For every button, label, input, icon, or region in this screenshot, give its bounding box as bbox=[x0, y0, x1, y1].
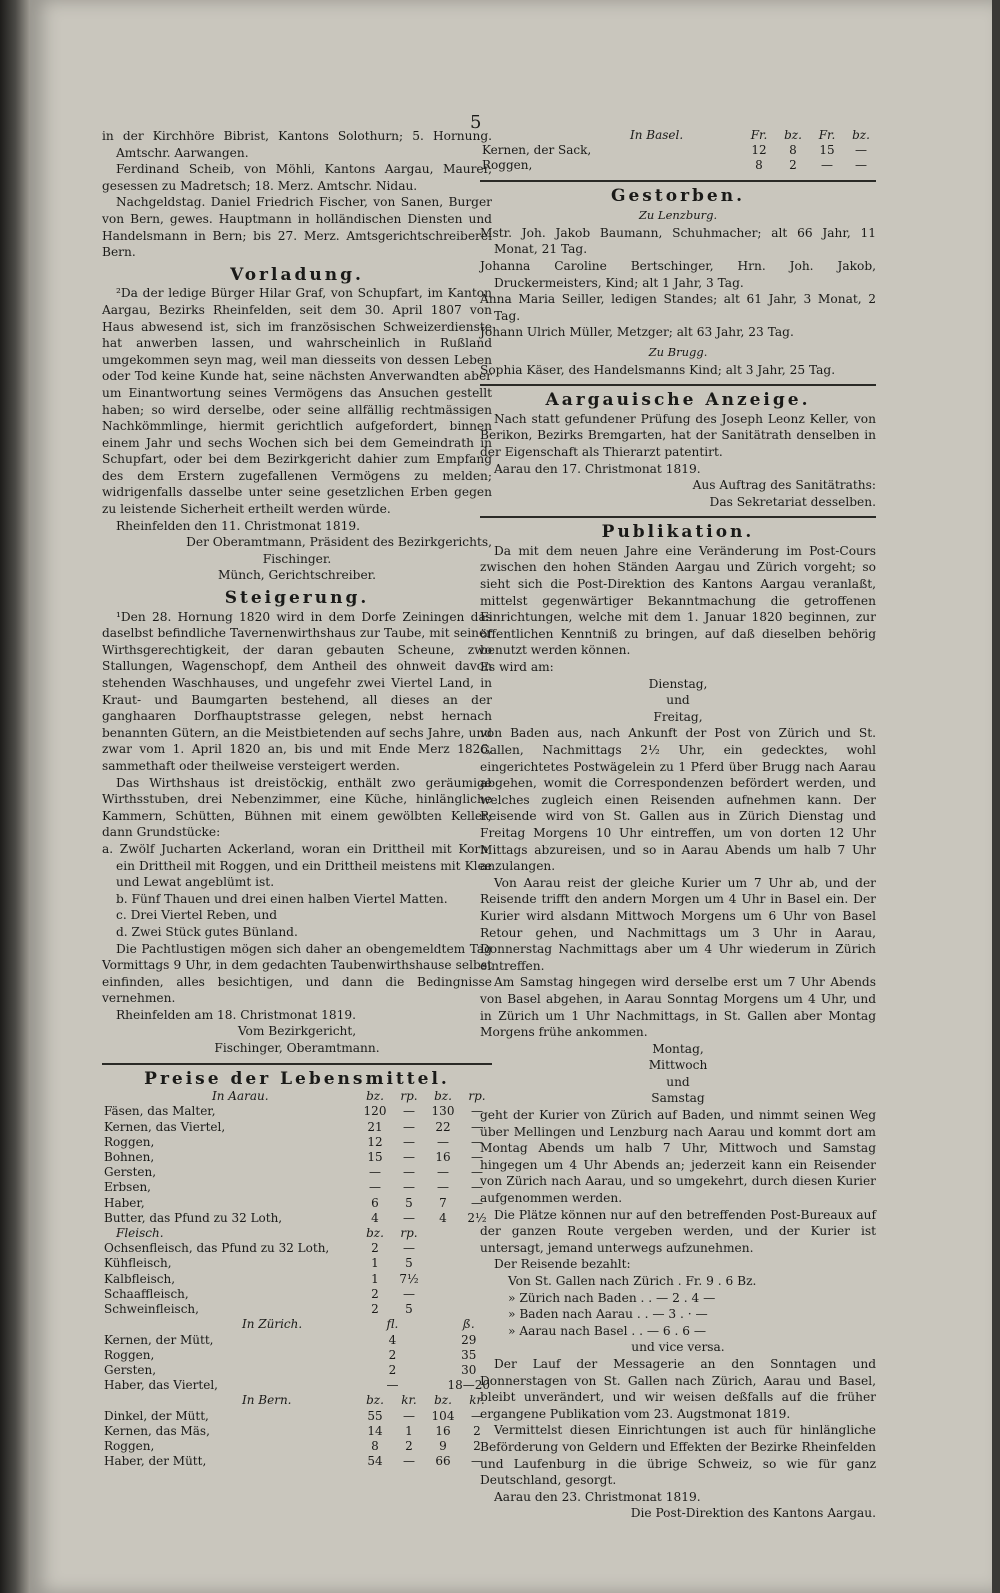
fare-route: » Aarau nach Basel . . — 6 . 6 — bbox=[508, 1323, 707, 1338]
table-row bbox=[480, 158, 876, 173]
table-row bbox=[102, 1302, 492, 1317]
price-table-fleisch bbox=[102, 1226, 492, 1317]
fare-route: » Baden nach Aarau . . — 3 . · — bbox=[508, 1307, 708, 1322]
table-cell-value: — bbox=[403, 1210, 415, 1225]
table-cell-value: — bbox=[403, 1241, 415, 1256]
steigerung-signature: Fischinger, Oberamtmann. bbox=[214, 1041, 380, 1056]
steigerung-item: b. Fünf Thauen und drei einen halben Viertel Matten. bbox=[116, 891, 448, 906]
table-cell-label: Roggen, bbox=[482, 158, 533, 173]
table-cell-value: — bbox=[403, 1286, 415, 1301]
table-cell-label: Erbsen, bbox=[104, 1180, 151, 1195]
steigerung-paragraph: ¹Den 28. Hornung 1820 wird in dem Dorfe Zeiningen das daselbst befindliche Tavernenwirthshaus zur Taube, mit seiner Wirthsgerechtigkeit, der daran gebauten Scheune, zwo Stallungen, Wagenschopf, dem Antheil des ohnweit davon stehenden Waschhauses, und ungefehr zwei Viertel Land, in Kraut- und Baumgarten bestehend, all dieses an der ganghaaren Dorfhauptstrasse gelegen, nebst hernach benannten Gütern, an die Meistbietenden auf sechs Jahre, und zwar vom 1. April 1820 an, bis und mit Ende Merz 1826, sammethaft oder theilweise versteigert werden. bbox=[102, 609, 492, 773]
table-row bbox=[102, 1363, 492, 1378]
table-cell-value: 2 bbox=[371, 1286, 379, 1301]
table-cell-label: Kernen, das Viertel, bbox=[104, 1119, 226, 1134]
table-cell-value: 35 bbox=[461, 1347, 477, 1362]
vorladung-body: ²Da der ledige Bürger Hilar Graf, von Schupfart, im Kanton Aargau, Bezirks Rheinfelden, seit dem 30. April 1807 von Haus abwesend ist, sich im französischen Schweizerdienste hat anwerben lassen, und wahrscheinlich in Rußland umgekommen seyn mag, weil man diesseits von dessen Leben oder Tod keine Kunde hat, seine nächsten Anverwandten aber um Einantwortung seines Vermögens das Ansuchen gestellt haben; so wird derselbe, oder seine allfällig rechtmässigen Nachkömmlinge, hiermit gerichtlich aufgefordert, binnen einem Jahr und sechs Wochen sich bei dem Gemeindrath in Schupfart, oder bei dem Bezirkgericht dahier zum Empfang des dem Erstern zugefallenen Vermögens zu melden; widrigenfalls dasselbe unter seine gesetzlichen Erben gegen zu leistende Sicherheit ertheilt werden würde. bbox=[102, 286, 492, 517]
weekday: Freitag, bbox=[653, 709, 703, 724]
publikation-date: Aarau den 23. Christmonat 1819. bbox=[494, 1489, 701, 1504]
table-cell-value: — bbox=[471, 1104, 483, 1119]
table-cell-value: — bbox=[471, 1119, 483, 1134]
place-heading: Zu Brugg. bbox=[648, 344, 708, 359]
table-cell-label: Gersten, bbox=[104, 1165, 157, 1180]
table-cell-value: — bbox=[471, 1134, 483, 1149]
table-header: In Zürich. fl. ß. bbox=[242, 1317, 475, 1332]
publikation-line: Es wird am: bbox=[480, 660, 554, 675]
table-cell-label: Schaaffleisch, bbox=[104, 1286, 189, 1301]
table-cell-value: — bbox=[855, 158, 867, 173]
table-cell-label: Dinkel, der Mütt, bbox=[104, 1408, 209, 1423]
publikation-paragraph: Der Lauf der Messagerie an den Sonntagen und Donnerstagen von St. Gallen nach Zürich, Aarau und Basel, bleibt unverändert, und wir weisen deßfalls auf die früher ergangene Publikation vom 23. Augstmonat 1819. bbox=[480, 1356, 876, 1421]
table-cell-label: Gersten, bbox=[104, 1362, 157, 1377]
publikation-line: Der Reisende bezahlt: bbox=[494, 1257, 631, 1272]
table-cell-value: — bbox=[369, 1165, 381, 1180]
table-cell-value: — bbox=[437, 1165, 449, 1180]
table-cell-value: 55 bbox=[367, 1408, 383, 1423]
table-row bbox=[480, 143, 876, 158]
section-rule bbox=[102, 1063, 492, 1065]
table-cell-value: 7 bbox=[439, 1195, 447, 1210]
table-cell-label: Schweinfleisch, bbox=[104, 1302, 199, 1317]
table-cell-value: 22 bbox=[435, 1119, 451, 1134]
table-row bbox=[102, 1454, 492, 1469]
weekday: Dienstag, bbox=[648, 676, 708, 691]
publikation-paragraph: Am Samstag hingegen wird derselbe erst um 7 Uhr Abends von Basel abgehen, in Aarau Sonntag Morgens um 4 Uhr, und in Zürich um 1 Uhr Nachmittags, in St. Gallen aber Montag Morgens frühe ankommen. bbox=[480, 975, 876, 1040]
preise-heading: Preise der Lebensmittel. bbox=[144, 1068, 450, 1089]
table-cell-value: — bbox=[403, 1408, 415, 1423]
table-cell-label: Fäsen, das Malter, bbox=[104, 1104, 216, 1119]
book-gutter bbox=[0, 0, 34, 1593]
anzeige-heading: Aargauische Anzeige. bbox=[545, 390, 811, 411]
steigerung-item: c. Drei Viertel Reben, und bbox=[116, 908, 278, 923]
table-cell-value: 30 bbox=[461, 1362, 477, 1377]
table-cell-value: 16 bbox=[435, 1423, 451, 1438]
table-cell-value: 66 bbox=[435, 1454, 451, 1469]
table-cell-value: 16 bbox=[435, 1150, 451, 1165]
section-rule bbox=[480, 516, 876, 518]
table-cell-value: 4 bbox=[439, 1210, 447, 1225]
table-cell-value: 104 bbox=[431, 1408, 455, 1423]
death-entry: Johanna Caroline Bertschinger, Hrn. Joh. Jakob, Druckermeisters, Kind; alt 1 Jahr, 3 Tag. bbox=[480, 258, 876, 290]
table-cell-value: 15 bbox=[819, 143, 835, 158]
table-cell-label: Haber, das Viertel, bbox=[104, 1378, 218, 1393]
table-row bbox=[102, 1409, 492, 1424]
table-cell-value: 15 bbox=[367, 1150, 383, 1165]
table-cell-value: 14 bbox=[367, 1423, 383, 1438]
table-row bbox=[102, 1211, 492, 1226]
publikation-paragraph: Da mit dem neuen Jahre eine Veränderung im Post-Cours zwischen den hohen Ständen Aargau und Zürich vorgeht; so sieht sich die Post-Direktion des Kantons Aargau veranlaßt, mittelst gegenwärtiger Bekanntmachung die getroffenen Einrichtungen, welche mit dem 1. Januar 1820 beginnen, zur öffentlichen Kenntniß zu bringen, auf daß dieselben behörig benutzt werden können. bbox=[480, 543, 876, 658]
table-cell-value: 2 bbox=[473, 1438, 481, 1453]
table-cell-value: 4 bbox=[371, 1210, 379, 1225]
table-row bbox=[102, 1196, 492, 1211]
table-cell-value: 8 bbox=[371, 1438, 379, 1453]
fare-route: Von St. Gallen nach Zürich . Fr. 9 . 6 Bz. bbox=[508, 1274, 757, 1289]
table-cell-value: — bbox=[403, 1150, 415, 1165]
table-cell-label: Kernen, der Mütt, bbox=[104, 1332, 214, 1347]
death-entry: Mstr. Joh. Jakob Baumann, Schuhmacher; alt 66 Jahr, 11 Monat, 21 Tag. bbox=[480, 225, 876, 257]
right-column bbox=[480, 128, 876, 1522]
table-cell-value: 2 bbox=[405, 1438, 413, 1453]
table-cell-value: 12 bbox=[751, 143, 767, 158]
table-cell-value: — bbox=[471, 1195, 483, 1210]
publikation-paragraph: von Baden aus, nach Ankunft der Post von Zürich und St. Gallen, Nachmittags 2½ Uhr, ein gedecktes, wohl eingerichtetes Postwägelein zu 1 Pferd über Brugg nach Aarau abgehen, womit die Correspondenzen befördert werden, und welches zugleich einen Reisenden aufnehmen kann. Der Reisende wird von St. Gallen aus in Zürich Dienstag und Freitag Morgens 10 Uhr eintreffen, um von dorten 12 Uhr Mittags abzureisen, und so in Aarau Abends um halb 7 Uhr anzulangen. bbox=[480, 726, 876, 874]
publikation-paragraph: Von Aarau reist der gleiche Kurier um 7 Uhr ab, und der Reisende trifft den andern Morgen um 4 Uhr in Basel ein. Der Kurier wird alsdann Mittwoch Morgens um 6 Uhr von Basel Retour gehen, und Nachmittags um 3 Uhr in Aarau, Donnerstag Nachmittags aber um 4 Uhr wiederum in Zürich eintreffen. bbox=[480, 875, 876, 973]
table-cell-value: 8 bbox=[789, 143, 797, 158]
notice-entry: Nachgeldstag. Daniel Friedrich Fischer, von Sanen, Burger von Bern, gewes. Hauptmann in holländischen Diensten und Handelsmann in Bern; bis 27. Merz. Amtsgerichtschreiberei Bern. bbox=[102, 195, 492, 260]
table-cell-value: — bbox=[471, 1150, 483, 1165]
table-cell-value: — bbox=[855, 143, 867, 158]
page-number: 5 bbox=[470, 112, 482, 133]
table-row bbox=[102, 1241, 492, 1256]
table-row bbox=[102, 1439, 492, 1454]
table-cell-value: 29 bbox=[461, 1332, 477, 1347]
price-table-aarau bbox=[102, 1089, 492, 1226]
table-cell-value: — bbox=[821, 158, 833, 173]
table-header: Fleisch. bz. rp. bbox=[116, 1226, 418, 1241]
anzeige-body: Nach statt gefundener Prüfung des Joseph Leonz Keller, von Berikon, Bezirks Bremgarten, hat der Sanitätrath denselben in der Eigenschaft als Thierarzt patentirt. bbox=[480, 411, 876, 459]
steigerung-item: a. Zwölf Jucharten Ackerland, woran ein Drittheil mit Korn, ein Drittheil mit Roggen, und ein Drittheil meistens mit Klee und Lewat angeblümt ist. bbox=[102, 841, 492, 890]
table-cell-value: 5 bbox=[405, 1256, 413, 1271]
fare-route: » Zürich nach Baden . . — 2 . 4 — bbox=[508, 1290, 716, 1305]
table-cell-label: Roggen, bbox=[104, 1438, 155, 1453]
table-cell-value: — bbox=[403, 1180, 415, 1195]
table-cell-value: — bbox=[403, 1119, 415, 1134]
vorladung-signature: Der Oberamtmann, Präsident des Bezirkgerichts, bbox=[186, 535, 492, 550]
section-rule bbox=[480, 180, 876, 182]
vorladung-signature: Münch, Gerichtschreiber. bbox=[217, 568, 377, 583]
price-table-bern bbox=[102, 1393, 492, 1469]
price-table-basel bbox=[480, 128, 876, 174]
death-entry: Anna Maria Seiller, ledigen Standes; alt 61 Jahr, 3 Monat, 2 Tag. bbox=[480, 292, 876, 323]
table-cell-label: Roggen, bbox=[104, 1347, 155, 1362]
table-row bbox=[102, 1120, 492, 1135]
notice-entry: Ferdinand Scheib, von Möhli, Kantons Aargau, Maurer, gesessen zu Madretsch; 18. Merz. Amtschr. Nidau. bbox=[102, 162, 492, 193]
table-cell-value: 120 bbox=[363, 1104, 387, 1119]
death-entry: Sophia Käser, des Handelsmanns Kind; alt 3 Jahr, 25 Tag. bbox=[480, 362, 836, 377]
vorladung-signature: Fischinger. bbox=[262, 551, 332, 566]
anzeige-signature: Das Sekretariat desselben. bbox=[709, 494, 876, 509]
table-cell-value: 2 bbox=[473, 1423, 481, 1438]
table-cell-label: Roggen, bbox=[104, 1134, 155, 1149]
table-cell-value: — bbox=[403, 1134, 415, 1149]
table-header: In Aarau. bz. rp. bz. rp. bbox=[212, 1089, 486, 1104]
table-cell-label: Kühfleisch, bbox=[104, 1256, 172, 1271]
publikation-heading: Publikation. bbox=[601, 522, 755, 543]
table-cell-value: — bbox=[403, 1165, 415, 1180]
table-cell-label: Haber, bbox=[104, 1195, 145, 1210]
table-row bbox=[102, 1348, 492, 1363]
table-row bbox=[102, 1165, 492, 1180]
notice-entry: in der Kirchhöre Bibrist, Kantons Solothurn; 5. Hornung. Amtschr. Aarwangen. bbox=[102, 129, 492, 160]
weekday: Montag, bbox=[652, 1041, 704, 1056]
table-row bbox=[102, 1272, 492, 1287]
steigerung-paragraph: Die Pachtlustigen mögen sich daher an obengemeldtem Tag Vormittags 9 Uhr, in dem gedachten Taubenwirthshause selbst einfinden, alles besichtigen, und dann die Bedingnisse vernehmen. bbox=[102, 941, 492, 1006]
table-cell-value: 2 bbox=[789, 158, 797, 173]
table-cell-value: 5 bbox=[405, 1195, 413, 1210]
table-cell-value: 21 bbox=[367, 1119, 383, 1134]
table-row bbox=[102, 1378, 492, 1393]
table-cell-label: Kernen, der Sack, bbox=[482, 143, 592, 158]
table-cell-value: 1 bbox=[371, 1271, 379, 1286]
table-cell-value: 2 bbox=[371, 1302, 379, 1317]
weekday: Mittwoch bbox=[648, 1058, 708, 1073]
table-cell-value: 12 bbox=[367, 1134, 383, 1149]
steigerung-heading: Steigerung. bbox=[224, 588, 370, 609]
death-entry: Johann Ulrich Müller, Metzger; alt 63 Jahr, 23 Tag. bbox=[480, 325, 794, 340]
table-row bbox=[102, 1256, 492, 1271]
table-cell-value: 7½ bbox=[399, 1271, 419, 1286]
gestorben-heading: Gestorben. bbox=[610, 185, 746, 206]
table-cell-value: 8 bbox=[755, 158, 763, 173]
table-cell-value: 1 bbox=[371, 1256, 379, 1271]
conjunction: und bbox=[666, 693, 690, 708]
table-cell-value: 9 bbox=[439, 1438, 447, 1453]
newspaper-page bbox=[30, 0, 992, 1593]
table-cell-value: — bbox=[471, 1408, 483, 1423]
table-cell-label: Haber, der Mütt, bbox=[104, 1454, 207, 1469]
table-cell-value: — bbox=[369, 1180, 381, 1195]
conjunction: und bbox=[666, 1074, 690, 1089]
table-cell-value: — bbox=[437, 1180, 449, 1195]
section-rule bbox=[480, 384, 876, 386]
table-cell-value: 1 bbox=[405, 1423, 413, 1438]
table-cell-label: Bohnen, bbox=[104, 1150, 155, 1165]
steigerung-paragraph: Das Wirthshaus ist dreistöckig, enthält zwo geräumige Wirthsstuben, drei Nebenzimmer, eine Küche, hinlängliche Kammern, Schütten, Bühnen mit einem gewölbten Keller; dann Grundstücke: bbox=[102, 775, 492, 840]
vorladung-heading: Vorladung. bbox=[230, 264, 364, 285]
table-cell-value: — bbox=[403, 1454, 415, 1469]
left-column bbox=[102, 128, 492, 1469]
table-cell-value: 2½ bbox=[467, 1210, 487, 1225]
table-cell-value: 6 bbox=[371, 1195, 379, 1210]
anzeige-date: Aarau den 17. Christmonat 1819. bbox=[494, 461, 701, 476]
table-cell-value: — bbox=[471, 1180, 483, 1195]
table-cell-value: — bbox=[471, 1454, 483, 1469]
table-cell-value: 2 bbox=[388, 1347, 397, 1362]
table-cell-value: 2 bbox=[371, 1241, 379, 1256]
steigerung-item: d. Zwei Stück gutes Bünland. bbox=[116, 924, 298, 939]
table-row bbox=[102, 1180, 492, 1195]
anzeige-signature: Aus Auftrag des Sanitätraths: bbox=[692, 478, 876, 493]
table-row bbox=[102, 1150, 492, 1165]
table-cell-label: Kernen, das Mäs, bbox=[104, 1423, 210, 1438]
table-cell-value: 54 bbox=[367, 1454, 383, 1469]
table-cell-value: 18—20 bbox=[447, 1378, 490, 1393]
table-cell-label: Butter, das Pfund zu 32 Loth, bbox=[104, 1210, 283, 1225]
table-cell-value: — bbox=[471, 1165, 483, 1180]
publikation-paragraph: Die Plätze können nur auf den betreffenden Post-Bureaux auf der ganzen Route vergeben werden, und der Kurier ist untersagt, jemand unterwegs aufzunehmen. bbox=[480, 1207, 876, 1255]
price-table-zuerich bbox=[102, 1317, 492, 1393]
publikation-signature: Die Post-Direktion des Kantons Aargau. bbox=[630, 1506, 876, 1521]
table-row bbox=[102, 1287, 492, 1302]
publikation-line: und vice versa. bbox=[631, 1340, 725, 1355]
table-row bbox=[102, 1424, 492, 1439]
table-cell-value: 5 bbox=[405, 1302, 413, 1317]
table-cell-value: 4 bbox=[388, 1332, 397, 1347]
table-row bbox=[102, 1333, 492, 1348]
table-cell-label: Kalbfleisch, bbox=[104, 1271, 176, 1286]
place-heading: Zu Lenzburg. bbox=[638, 208, 718, 223]
table-cell-value: — bbox=[437, 1134, 449, 1149]
weekday: Samstag bbox=[651, 1091, 705, 1106]
publikation-paragraph: geht der Kurier von Zürich auf Baden, und nimmt seinen Weg über Mellingen und Lenzburg nach Aarau und kommt dort am Montag Abends um halb 7 Uhr, Mittwoch und Samstag hingegen um 4 Uhr Abends an; jederzeit kann ein Reisender von Zürich nach Aarau, und so umgekehrt, durch diesen Kurier aufgenommen werden. bbox=[480, 1108, 876, 1206]
table-cell-value: 130 bbox=[431, 1104, 455, 1119]
table-cell-value: — bbox=[386, 1378, 399, 1393]
publikation-paragraph: Vermittelst diesen Einrichtungen ist auch für hinlängliche Beförderung von Geldern und Effekten der Bezirke Rheinfelden und Laufenburg in die übrige Schweiz, so wie für ganz Deutschland, gesorgt. bbox=[480, 1423, 876, 1488]
table-row bbox=[102, 1135, 492, 1150]
table-cell-value: 2 bbox=[388, 1362, 397, 1377]
table-cell-label: Ochsenfleisch, das Pfund zu 32 Loth, bbox=[104, 1241, 330, 1256]
table-header: In Bern. bz. kr. bz. kr. bbox=[242, 1393, 485, 1408]
steigerung-signature: Vom Bezirkgericht, bbox=[237, 1024, 357, 1039]
table-header: In Basel. Fr. bz. Fr. bz. bbox=[630, 128, 870, 142]
vorladung-date: Rheinfelden den 11. Christmonat 1819. bbox=[116, 518, 361, 533]
table-row bbox=[102, 1104, 492, 1119]
steigerung-date: Rheinfelden am 18. Christmonat 1819. bbox=[116, 1007, 357, 1022]
table-cell-value: — bbox=[403, 1104, 415, 1119]
